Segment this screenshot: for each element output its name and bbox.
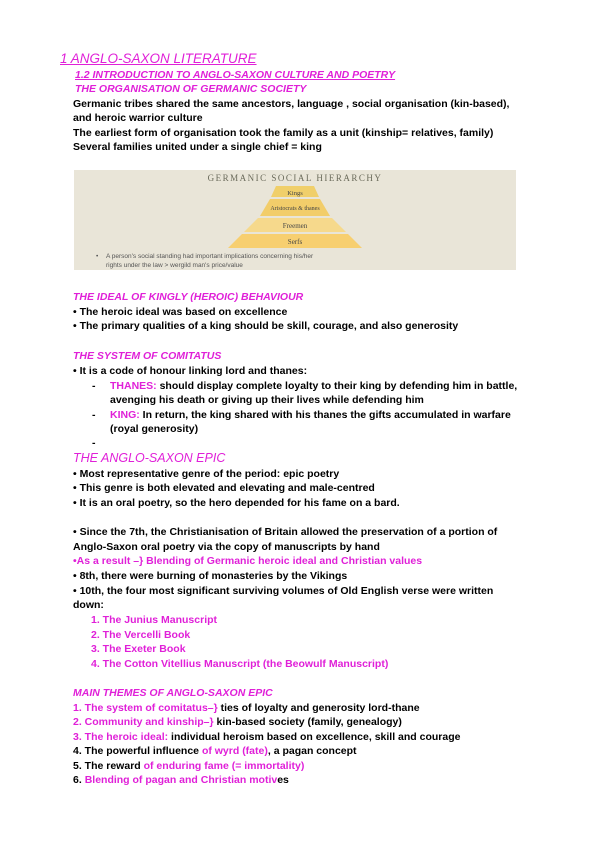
pyramid-graphic bbox=[74, 170, 516, 270]
manuscript-item: 2. The Vercelli Book bbox=[91, 629, 191, 641]
theme-text: ties of loyalty and generosity lord-thane bbox=[217, 702, 420, 714]
thanes-text: should display complete loyalty to their king by defending him in battle, bbox=[156, 380, 518, 392]
epic-item: • It is an oral poetry, so the hero depended for his fame on a bard. bbox=[73, 497, 400, 509]
comitatus-intro: • It is a code of honour linking lord and thanes: bbox=[73, 365, 308, 377]
themes-title: MAIN THEMES OF ANGLO-SAXON EPIC bbox=[73, 687, 273, 699]
kingly-title: THE IDEAL OF KINGLY (HEROIC) BEHAVIOUR bbox=[73, 291, 304, 303]
pyramid-label: Aristocrats & thanes bbox=[270, 206, 320, 212]
intro-line: and heroic warrior culture bbox=[73, 112, 203, 124]
theme-text: kin-based society (family, genealogy) bbox=[213, 716, 402, 728]
theme-label: 2. Community and kinship–} bbox=[73, 716, 214, 728]
king-line-2: (royal generosity) bbox=[110, 423, 199, 435]
manuscript-item: 4. The Cotton Vitellius Manuscript (the Beowulf Manuscript) bbox=[91, 658, 389, 670]
section-title: 1.2 INTRODUCTION TO ANGLO-SAXON CULTURE AND POETRY bbox=[75, 69, 396, 81]
pyramid-title: GERMANIC SOCIAL HIERARCHY bbox=[207, 173, 383, 183]
result-line: •As a result –} Blending of Germanic heroic ideal and Christian values bbox=[73, 555, 423, 567]
theme-text: , a pagan concept bbox=[267, 745, 357, 757]
pyramid-label: Kings bbox=[287, 190, 303, 197]
theme-label: of wyrd (fate) bbox=[201, 745, 268, 757]
king-text: In return, the king shared with his thanes the gifts accumulated in warfare bbox=[139, 409, 511, 421]
dash-bullet: - bbox=[92, 409, 96, 421]
pyramid-label: Serfs bbox=[287, 238, 303, 246]
theme-item bbox=[73, 774, 289, 786]
king-label: KING: bbox=[110, 409, 140, 421]
theme-text: individual heroism based on excellence, skill and courage bbox=[168, 731, 461, 743]
thanes-line bbox=[110, 380, 517, 392]
theme-item bbox=[73, 716, 402, 728]
christian-line: • Since the 7th, the Christianisation of Britain allowed the preservation of a portion of bbox=[73, 526, 498, 538]
theme-label: Blending of pagan and Christian motiv bbox=[84, 774, 278, 786]
intro-line: Several families united under a single chief = king bbox=[73, 141, 322, 153]
theme-text: 5. The reward bbox=[73, 760, 144, 772]
thanes-label: THANES: bbox=[110, 380, 157, 392]
theme-label: 3. The heroic ideal: bbox=[73, 731, 169, 743]
chapter-title: 1 ANGLO-SAXON LITERATURE bbox=[60, 51, 257, 66]
theme-item bbox=[73, 731, 460, 743]
subsection-title: THE ORGANISATION OF GERMANIC SOCIETY bbox=[75, 83, 307, 95]
theme-text: 6. bbox=[73, 774, 85, 786]
tenth-line: • 10th, the four most significant surviving volumes of Old English verse were written bbox=[73, 585, 494, 597]
theme-text: es bbox=[277, 774, 289, 786]
pyramid-note-bullet: • bbox=[96, 253, 99, 260]
social-hierarchy-pyramid bbox=[74, 170, 516, 270]
pyramid-label: Freemen bbox=[282, 222, 308, 230]
burning-line: • 8th, there were burning of monasteries by the Vikings bbox=[73, 570, 348, 582]
theme-label: 1. The system of comitatus–} bbox=[73, 702, 218, 714]
dash-bullet: - bbox=[92, 380, 96, 392]
theme-label: of enduring fame (= immortality) bbox=[143, 760, 305, 772]
king-line bbox=[110, 409, 511, 421]
kingly-item: • The primary qualities of a king should be skill, courage, and also generosity bbox=[73, 320, 459, 332]
intro-line: Germanic tribes shared the same ancestors, language , social organisation (kin-based), bbox=[73, 98, 510, 110]
dash-bullet: - bbox=[92, 437, 96, 449]
theme-item bbox=[73, 760, 304, 772]
epic-title: THE ANGLO-SAXON EPIC bbox=[73, 451, 226, 465]
manuscript-item: 1. The Junius Manuscript bbox=[91, 614, 218, 626]
epic-item: • This genre is both elevated and elevating and male-centred bbox=[73, 482, 375, 494]
christian-line: Anglo-Saxon oral poetry via the copy of manuscripts by hand bbox=[73, 541, 380, 553]
manuscript-item: 3. The Exeter Book bbox=[91, 643, 186, 655]
comitatus-title: THE SYSTEM OF COMITATUS bbox=[73, 350, 222, 362]
thanes-line-2: avenging his death or giving up their lives while defending him bbox=[110, 394, 424, 406]
theme-text: 4. The powerful influence bbox=[73, 745, 202, 757]
tenth-line: down: bbox=[73, 599, 104, 611]
theme-item bbox=[73, 702, 420, 714]
kingly-item: • The heroic ideal was based on excellence bbox=[73, 306, 288, 318]
theme-item bbox=[73, 745, 357, 757]
intro-line: The earliest form of organisation took the family as a unit (kinship= relatives, family) bbox=[73, 127, 494, 139]
pyramid-note: A person's social standing had important implications concerning his/her bbox=[106, 253, 314, 260]
epic-item: • Most representative genre of the period: epic poetry bbox=[73, 468, 340, 480]
pyramid-note: rights under the law > wergild man's price/value bbox=[106, 262, 243, 269]
